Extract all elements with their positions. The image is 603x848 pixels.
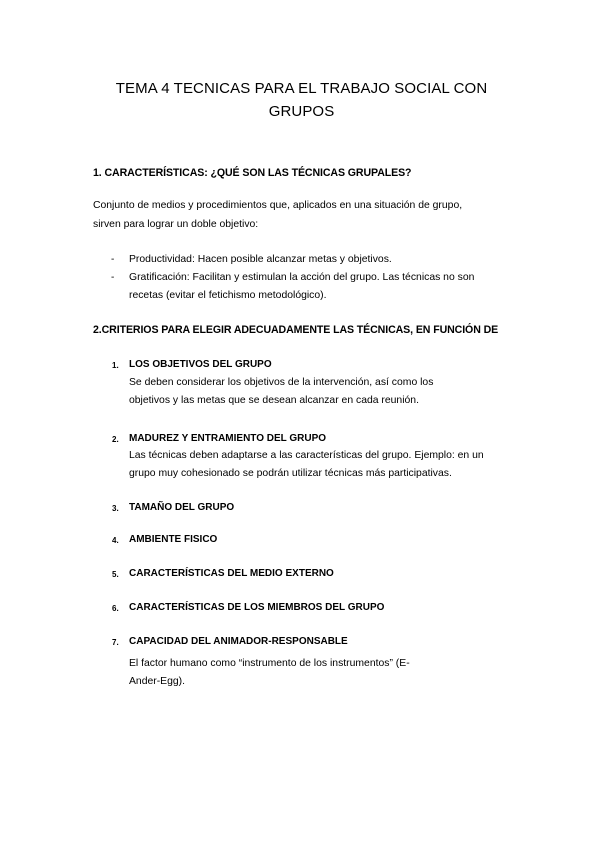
criterion-text-cont: Ander-Egg). bbox=[129, 676, 186, 687]
criterion-text-cont: grupo muy cohesionado se podrán utilizar técnicas más participativas. bbox=[129, 468, 452, 479]
page-title-line2: GRUPOS bbox=[268, 103, 335, 120]
list-number: 4. bbox=[112, 536, 119, 545]
criterion-title: MADUREZ Y ENTRAMIENTO DEL GRUPO bbox=[129, 433, 327, 444]
section1-heading: 1. CARACTERÍSTICAS: ¿QUÉ SON LAS TÉCNICAS GRUPALES? bbox=[93, 167, 412, 179]
criterion-text: Se deben considerar los objetivos de la intervención, así como los bbox=[129, 377, 434, 388]
bullet-text: Productividad: Hacen posible alcanzar metas y objetivos. bbox=[129, 254, 392, 265]
list-number: 6. bbox=[112, 604, 119, 613]
bullet-marker: - bbox=[111, 254, 115, 265]
page-title-line1: TEMA 4 TECNICAS PARA EL TRABAJO SOCIAL CON bbox=[115, 80, 488, 97]
list-number: 1. bbox=[112, 361, 119, 370]
criterion-title: AMBIENTE FISICO bbox=[129, 534, 218, 545]
criterion-text-cont: objetivos y las metas que se desean alcanzar en cada reunión. bbox=[129, 395, 419, 406]
section1-intro-line1: Conjunto de medios y procedimientos que, aplicados en una situación de grupo, bbox=[93, 200, 463, 211]
criterion-title: CARACTERÍSTICAS DE LOS MIEMBROS DEL GRUPO bbox=[129, 602, 385, 613]
bullet-text: Gratificación: Facilitan y estimulan la acción del grupo. Las técnicas no son bbox=[129, 272, 475, 283]
criterion-title: LOS OBJETIVOS DEL GRUPO bbox=[129, 359, 272, 370]
criterion-title: CARACTERÍSTICAS DEL MEDIO EXTERNO bbox=[129, 568, 334, 579]
criterion-text: Las técnicas deben adaptarse a las características del grupo. Ejemplo: en un bbox=[129, 450, 484, 461]
criterion-title: CAPACIDAD DEL ANIMADOR-RESPONSABLE bbox=[129, 636, 348, 647]
list-number: 7. bbox=[112, 638, 119, 647]
list-number: 5. bbox=[112, 570, 119, 579]
criterion-text: El factor humano como “instrumento de los instrumentos” (E- bbox=[129, 658, 410, 669]
criterion-title: TAMAÑO DEL GRUPO bbox=[129, 502, 235, 513]
list-number: 2. bbox=[112, 435, 119, 444]
bullet-text-cont: recetas (evitar el fetichismo metodológico). bbox=[129, 290, 327, 301]
bullet-marker: - bbox=[111, 272, 115, 283]
section2-heading: 2.CRITERIOS PARA ELEGIR ADECUADAMENTE LAS TÉCNICAS, EN FUNCIÓN DE bbox=[93, 324, 499, 336]
list-number: 3. bbox=[112, 504, 119, 513]
section1-intro-line2: sirven para lograr un doble objetivo: bbox=[93, 219, 259, 230]
